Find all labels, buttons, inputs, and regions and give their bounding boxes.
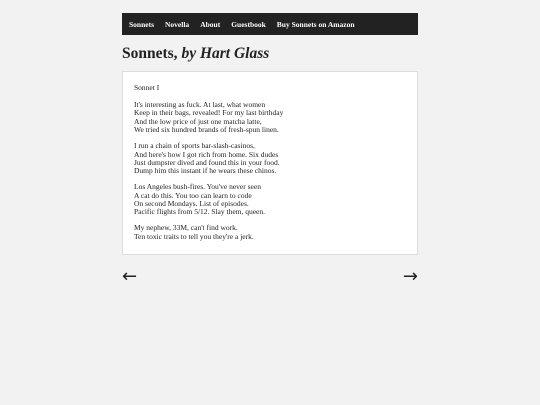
page-wrapper — [122, 13, 418, 288]
poem-line: Pacific flights from 5/12. Slay them, queen. — [134, 207, 266, 217]
nav-link-novella[interactable]: Novella — [165, 19, 190, 29]
nav-link-buy-on-amazon[interactable]: Buy Sonnets on Amazon — [276, 19, 355, 29]
arrow-right-icon[interactable]: → — [402, 266, 418, 287]
poem-line: I run a chain of sports bar-slash-casinos, — [134, 141, 255, 151]
sonnet-title: Sonnet I — [134, 83, 160, 92]
sonnet-card — [122, 71, 418, 255]
stanza-1 — [134, 101, 406, 135]
poem-line: On second Mondays. List of episodes. — [134, 199, 249, 209]
poem-line: A cat do this. You too can learn to code — [134, 190, 252, 200]
poem-line: My nephew, 33M, can't find work. — [134, 223, 238, 233]
page-title-byline: by Hart Glass — [181, 45, 270, 62]
poem-line: Just dumpster dived and found this in your food. — [134, 157, 280, 167]
nav-link-sonnets[interactable]: Sonnets — [129, 19, 155, 29]
page-title — [122, 44, 418, 64]
poem-line: We tried six hundred brands of fresh-spun linen. — [134, 125, 279, 135]
poem-line: Los Angeles bush-fires. You've never seen — [134, 182, 261, 192]
stanza-4 — [134, 224, 406, 241]
poem-line: Ten toxic traits to tell you they're a jerk. — [134, 231, 254, 241]
poem-line: And the low price of just one matcha latte, — [134, 116, 262, 126]
page-title-text: Sonnets, — [122, 45, 178, 62]
nav-link-about[interactable]: About — [200, 19, 221, 29]
poem-line: And here's how I got rich from home. Six dudes — [134, 149, 279, 159]
poem-line: It's interesting as fuck. At last, what women — [134, 100, 266, 109]
nav-link-guestbook[interactable]: Guestbook — [231, 19, 266, 29]
poem-line: Dump him this instant if he wears these chinos. — [134, 166, 277, 176]
pager — [122, 268, 418, 288]
top-navbar — [122, 13, 418, 35]
stanza-3 — [134, 183, 406, 217]
arrow-left-icon[interactable]: ← — [122, 266, 138, 287]
stanza-2 — [134, 142, 406, 176]
poem-line: Keep in their bags, revealed! For my last birthday — [134, 108, 284, 118]
